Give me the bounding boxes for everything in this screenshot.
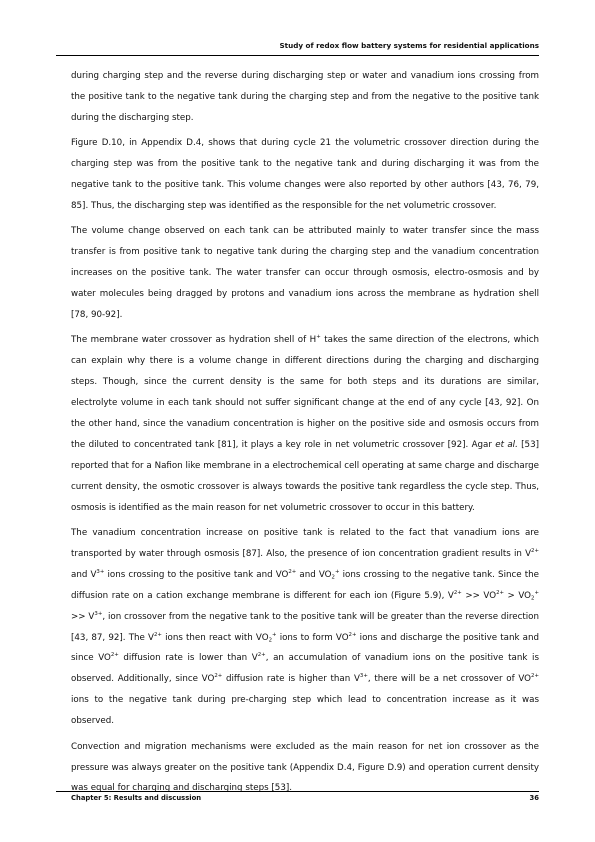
paragraph: Figure D.10, in Appendix D.4, shows that during cycle 21 the volumetric crossover direction during the charging step was from the positive tank to the negative tank and during discharging it was from the negative tank to the positive tank. This volume changes were also reported by other authors [43, 76, 79, 85]. Thus, the discharging step was identified as the responsible for the net volumetric crossover. (71, 138, 539, 211)
header-divider (56, 55, 539, 56)
page-number: 36 (529, 794, 539, 802)
paragraph: The volume change observed on each tank can be attributed mainly to water transfer since the mass transfer is from positive tank to negative tank during the charging step and the vanadium concentration increases on the positive tank. The water transfer can occur through osmosis, electro-osmosis and by water molecules being dragged by protons and vanadium ions across the membrane as hydration shell [78, 90-92]. (71, 226, 539, 320)
footer-divider (56, 791, 539, 792)
paragraph: Convection and migration mechanisms were excluded as the main reason for net ion crossover as the pressure was always greater on the positive tank (Appendix D.4, Figure D.9) and operation current density was equal for charging and discharging steps [53]. (71, 741, 539, 794)
paragraph: during charging step and the reverse during discharging step or water and vanadium ions crossing from the positive tank to the negative tank during the charging step and from the negative to the positive tank during the discharging step. (71, 71, 539, 123)
paragraph: The membrane water crossover as hydration shell of H+ takes the same direction of the electrons, which can explain why there is a volume change in different directions during the charging and discharging steps. Though, since the current density is the same for both steps and its durations are similar, electrolyte volume in each tank should not suffer significant change at the end of any cycle [43, 92]. On the other hand, since the vanadium concentration is higher on the positive side and osmosis occurs from the diluted to concentrated tank [81], it plays a key role in net volumetric crossover [92]. Agar et al. [53] reported that for a Nafion like membrane in a electrochemical cell operating at same charge and discharge current density, the osmotic crossover is always towards the positive tank regardless the cycle step. Thus, osmosis is identified as the main reason for net volumetric crossover to occur in this battery. (71, 334, 539, 513)
paragraph: The vanadium concentration increase on positive tank is related to the fact that vanadium ions are transported by water through osmosis [87]. Also, the presence of ion concentration gradient results in $V^{2+}$ and $V^{3+}$ ions crossing to the positive tank and $VO^{2+}$ and $VO_2^+$ ions crossing to the negative tank. Since the diffusion rate on a cation exchange membrane is different for each ion (Figure 5.9), $V^{2+} >> VO^{2+} > VO_2^+ >> V^{3+}$, ion crossover from the negative tank to the positive tank will be greater than the reverse direction [43, 87, 92]. The $V^{2+}$ ions then react with $VO_2^+$ ions to form $VO^{2+}$ ions and discharge the positive tank and since $VO^{2+}$ diffusion rate is lower than $V^{2+}$, an accumulation of vanadium ions on the positive tank is observed. Additionally, since $VO^{2+}$ diffusion rate is higher than $V^{3+}$, there will be a net crossover of $VO^{2+}$ ions to the negative tank during pre-charging step which lead to concentration increase as it was observed. (71, 528, 540, 727)
footer-chapter-title: Chapter 5: Results and discussion (71, 794, 202, 802)
running-header: Study of redox flow battery systems for residential applications (279, 41, 539, 50)
body-text (71, 66, 539, 804)
